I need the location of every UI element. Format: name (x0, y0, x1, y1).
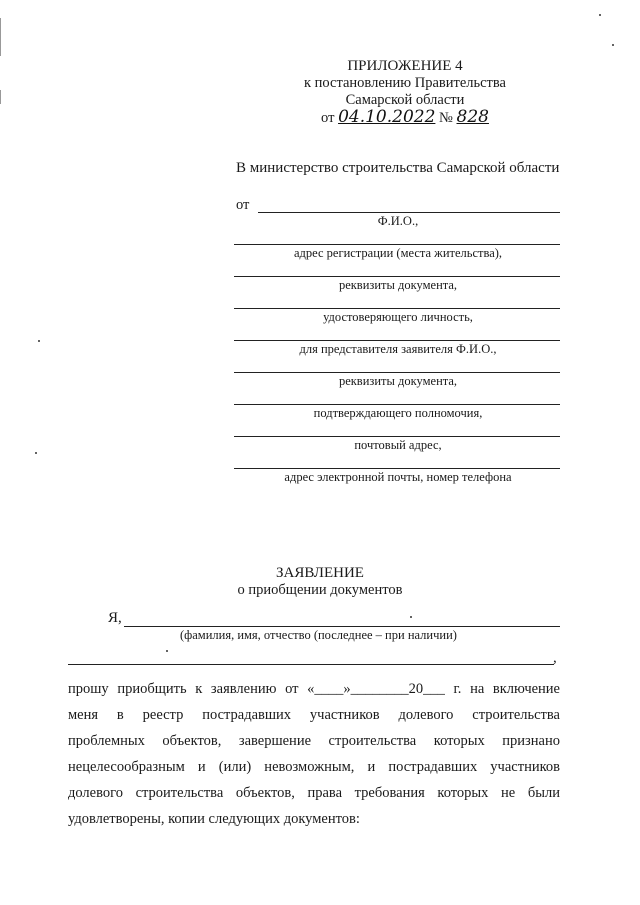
body-line: прошу приобщить к заявлению от «____»________20___ г. на включение (68, 681, 560, 697)
caption-postal-address: почтовый адрес, (354, 438, 442, 452)
caption-contact: адрес электронной почты, номер телефона (284, 470, 512, 484)
representative-line[interactable] (234, 340, 560, 341)
scan-speck (35, 452, 37, 454)
applicant-name-line[interactable] (124, 626, 560, 627)
header-line-1: к постановлению Правительства (304, 75, 506, 91)
handwritten-date: 04.10.2022 (338, 107, 436, 127)
id-doc-line-2[interactable] (234, 308, 560, 309)
applicant-name-caption: (фамилия, имя, отчество (последнее – при наличии) (180, 628, 457, 642)
caption-fio: Ф.И.О., (377, 214, 419, 228)
applicant-name-line-2[interactable] (68, 664, 554, 665)
body-line: удовлетворены, копии следующих документов: (68, 811, 360, 827)
header-date-line (280, 109, 530, 127)
caption-authority-doc-2: подтверждающего полномочия, (313, 406, 483, 420)
statement-subtitle: о приобщении документов (237, 582, 403, 598)
date-prefix: от (321, 110, 335, 126)
body-line: долевого строительства объектов, права требования которых не были (68, 785, 560, 801)
statement-title: ЗАЯВЛЕНИЕ (276, 565, 364, 581)
statement-body (68, 676, 560, 832)
handwritten-number: 828 (456, 107, 489, 127)
caption-authority-doc: реквизиты документа, (338, 374, 458, 388)
from-label: от (236, 197, 250, 213)
header-line-2: Самарской области (345, 92, 465, 108)
recipient-ministry: В министерство строительства Самарской области (236, 160, 560, 176)
fio-line[interactable] (258, 212, 560, 213)
contact-line[interactable] (234, 468, 560, 469)
scan-speck (38, 340, 40, 342)
caption-id-doc-2: удостоверяющего личность, (323, 310, 473, 324)
body-line: меня в реестр пострадавших участников долевого строительства (68, 707, 560, 723)
applicant-prefix: Я, (108, 610, 122, 626)
caption-representative: для представителя заявителя Ф.И.О., (299, 342, 497, 356)
number-prefix: № (439, 110, 453, 126)
caption-address: адрес регистрации (места жительства), (293, 246, 503, 260)
scan-edge-mark (0, 90, 1, 104)
body-line: проблемных объектов, завершение строительства которых признано (68, 733, 560, 749)
scan-speck (410, 616, 412, 618)
caption-id-doc: реквизиты документа, (338, 278, 458, 292)
body-line: нецелесообразным и (или) невозможным, и пострадавших участников (68, 759, 560, 775)
scan-edge-mark (0, 18, 1, 56)
authority-doc-line[interactable] (234, 372, 560, 373)
postal-address-line[interactable] (234, 436, 560, 437)
scan-speck (612, 44, 614, 46)
id-doc-line[interactable] (234, 276, 560, 277)
appendix-title: ПРИЛОЖЕНИЕ 4 (347, 58, 463, 74)
document-header (280, 58, 530, 127)
comma: , (553, 650, 557, 666)
authority-doc-line-2[interactable] (234, 404, 560, 405)
scan-speck (599, 14, 601, 16)
address-line[interactable] (234, 244, 560, 245)
scan-speck (166, 650, 168, 652)
